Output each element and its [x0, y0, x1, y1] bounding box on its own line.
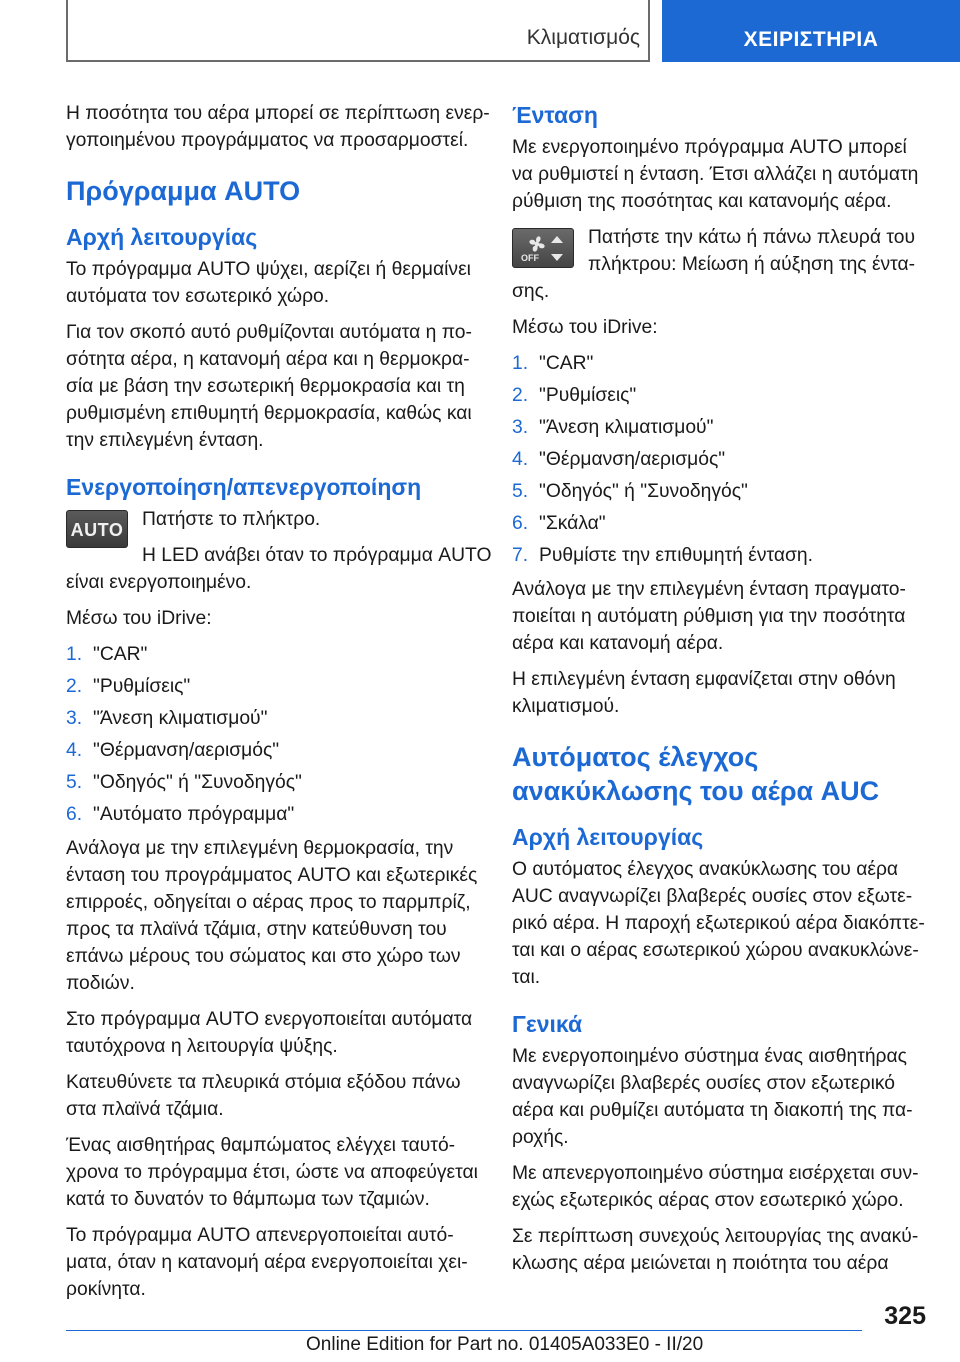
heading-principle: Αρχή λειτουργίας: [512, 824, 704, 850]
fan-rocker-button-icon: [512, 228, 574, 268]
list-item: 3. "Άνεση κλιματισμού": [512, 417, 714, 438]
fan-icon: [513, 229, 575, 269]
heading-intensity: Ένταση: [512, 102, 598, 128]
heading-auto-program: Πρόγραμμα AUTO: [66, 176, 301, 206]
page-header: [0, 0, 960, 62]
paragraph: Με απενεργοποιημένο σύστημα εισέρχεται συν-εχώς εξωτερικός αέρας στον εσωτερικό χώρο.: [512, 1163, 919, 1211]
page-number: 325: [884, 1302, 926, 1330]
paragraph: Σε περίπτωση συνεχούς λειτουργίας της ανακύ-κλωσης αέρα μειώνεται η ποιότητα του αέρα: [512, 1226, 919, 1274]
auto-button-icon: AUTO: [66, 510, 128, 548]
list-item: 2. "Ρυθμίσεις": [66, 676, 191, 697]
idrive-steps-list: [66, 641, 496, 828]
idrive-steps-list: [512, 350, 932, 569]
paragraph: Το πρόγραμμα AUTO απενεργοποιείται αυτό-ματα, όταν η κατανομή αέρα ενεργοποιείται χει-ροκίνητα.: [66, 1225, 468, 1300]
paragraph: Η LED ανάβει όταν το πρόγραμμα AUTO είναι ενεργοποιημένο.: [66, 545, 492, 593]
paragraph: Ανάλογα με την επιλεγμένη ένταση πραγματο-ποιείται η αυτόματη ρύθμιση για την ποσότητα αέρα και κατανομή αέρα.: [512, 579, 906, 654]
heading-general: Γενικά: [512, 1011, 583, 1037]
heading-principle: Αρχή λειτουργίας: [66, 224, 258, 250]
paragraph: Μέσω του iDrive:: [512, 317, 658, 338]
paragraph: Με ενεργοποιημένο σύστημα ένας αισθητήρας αναγνωρίζει βλαβερές ουσίες στον εξωτερικό αέρα και ρυθμίζει αυτόματα τη διακοπή της πα-ροχής.: [512, 1046, 913, 1148]
heading-auc: Αυτόματος έλεγχος ανακύκλωσης του αέρα AUC: [512, 742, 880, 806]
list-item: 1. "CAR": [512, 353, 594, 374]
fan-button-instruction: [512, 224, 932, 305]
paragraph: Ένας αισθητήρας θαμπώματος ελέγχει ταυτό-χρονα το πρόγραμμα έτσι, ώστε να αποφεύγεται κατά το δυνατόν το θάμπωμα των τζαμιών.: [66, 1135, 478, 1210]
paragraph: Η επιλεγμένη ένταση εμφανίζεται στην οθόνη κλιματισμού.: [512, 669, 896, 717]
chapter-tab: ΧΕΙΡΙΣΤΗΡΙΑ: [662, 0, 960, 62]
auto-button-instruction: [66, 506, 496, 596]
list-item: 6. "Αυτόματο πρόγραμμα": [66, 804, 295, 825]
list-item: 7. Ρυθμίστε την επιθυμητή ένταση.: [512, 545, 814, 566]
list-item: 4. "Θέρμανση/αερισμός": [512, 449, 726, 470]
paragraph: Πατήστε την κάτω ή πάνω πλευρά του πλήκτρου: Μείωση ή αύξηση της έντα-σης.: [512, 227, 916, 302]
paragraph: Το πρόγραμμα AUTO ψύχει, αερίζει ή θερμαίνει αυτόματα τον εσωτερικό χώρο.: [66, 259, 471, 307]
list-item: 3. "Άνεση κλιματισμού": [66, 708, 268, 729]
right-column: [512, 100, 932, 1286]
list-item: 6. "Σκάλα": [512, 513, 606, 534]
list-item: 1. "CAR": [66, 644, 148, 665]
paragraph: Για τον σκοπό αυτό ρυθμίζονται αυτόματα η πο-σότητα αέρα, η κατανομή αέρα και η θερμοκρα-σία με βάση την εσωτερική θερμοκρασία και τη ρυθμισμένη επιθυμητή θερμοκρασία, καθώς και την επιλεγμένη ένταση.: [66, 322, 472, 451]
paragraph: Ο αυτόματος έλεγχος ανακύκλωσης του αέρα AUC αναγνωρίζει βλαβερές ουσίες στον εξωτε-ρικό αέρα. Η παροχή εξωτερικού αέρα διακόπτε-ται και ο αέρας εσωτερικού χώρου ανακυκλώνε-ται.: [512, 859, 925, 988]
list-item: 5. "Οδηγός" ή "Συνοδηγός": [66, 772, 302, 793]
paragraph: Κατευθύνετε τα πλευρικά στόμια εξόδου πάνω στα πλαϊνά τζάμια.: [66, 1072, 461, 1120]
list-item: 5. "Οδηγός" ή "Συνοδηγός": [512, 481, 748, 502]
edition-footer: Online Edition for Part no. 01405A033E0 - II/20: [306, 1334, 704, 1355]
paragraph: Ανάλογα με την επιλεγμένη θερμοκρασία, την ένταση του προγράμματος AUTO και εξωτερικές επιρροές, οδηγείται ο αέρας προς το παρμπρίζ, προς τα πλαϊνά τζάμια, στην κατεύθυνση του επάνω μέρους του σώματος και στο χώρο των ποδιών.: [66, 838, 478, 994]
footer-divider: [66, 1330, 862, 1331]
list-item: 2. "Ρυθμίσεις": [512, 385, 637, 406]
paragraph: Πατήστε το πλήκτρο.: [142, 509, 321, 530]
paragraph: Με ενεργοποιημένο πρόγραμμα AUTO μπορεί να ρυθμιστεί η ένταση. Έτσι αλλάζει η αυτόματη ρύθμιση της ποσότητας και κατανομής αέρα.: [512, 137, 919, 212]
paragraph: Στο πρόγραμμα AUTO ενεργοποιείται αυτόματα ταυτόχρονα η λειτουργία ψύξης.: [66, 1009, 473, 1057]
paragraph: Η ποσότητα του αέρα μπορεί σε περίπτωση ενερ-γοποιημένου προγράμματος να προσαρμοστεί.: [66, 103, 490, 151]
section-title: Κλιματισμός: [526, 26, 640, 49]
left-column: [66, 100, 496, 1312]
paragraph: Μέσω του iDrive:: [66, 608, 212, 629]
off-label: OFF: [521, 253, 539, 263]
list-item: 4. "Θέρμανση/αερισμός": [66, 740, 280, 761]
heading-activation: Ενεργοποίηση/απενεργοποίηση: [66, 474, 422, 500]
